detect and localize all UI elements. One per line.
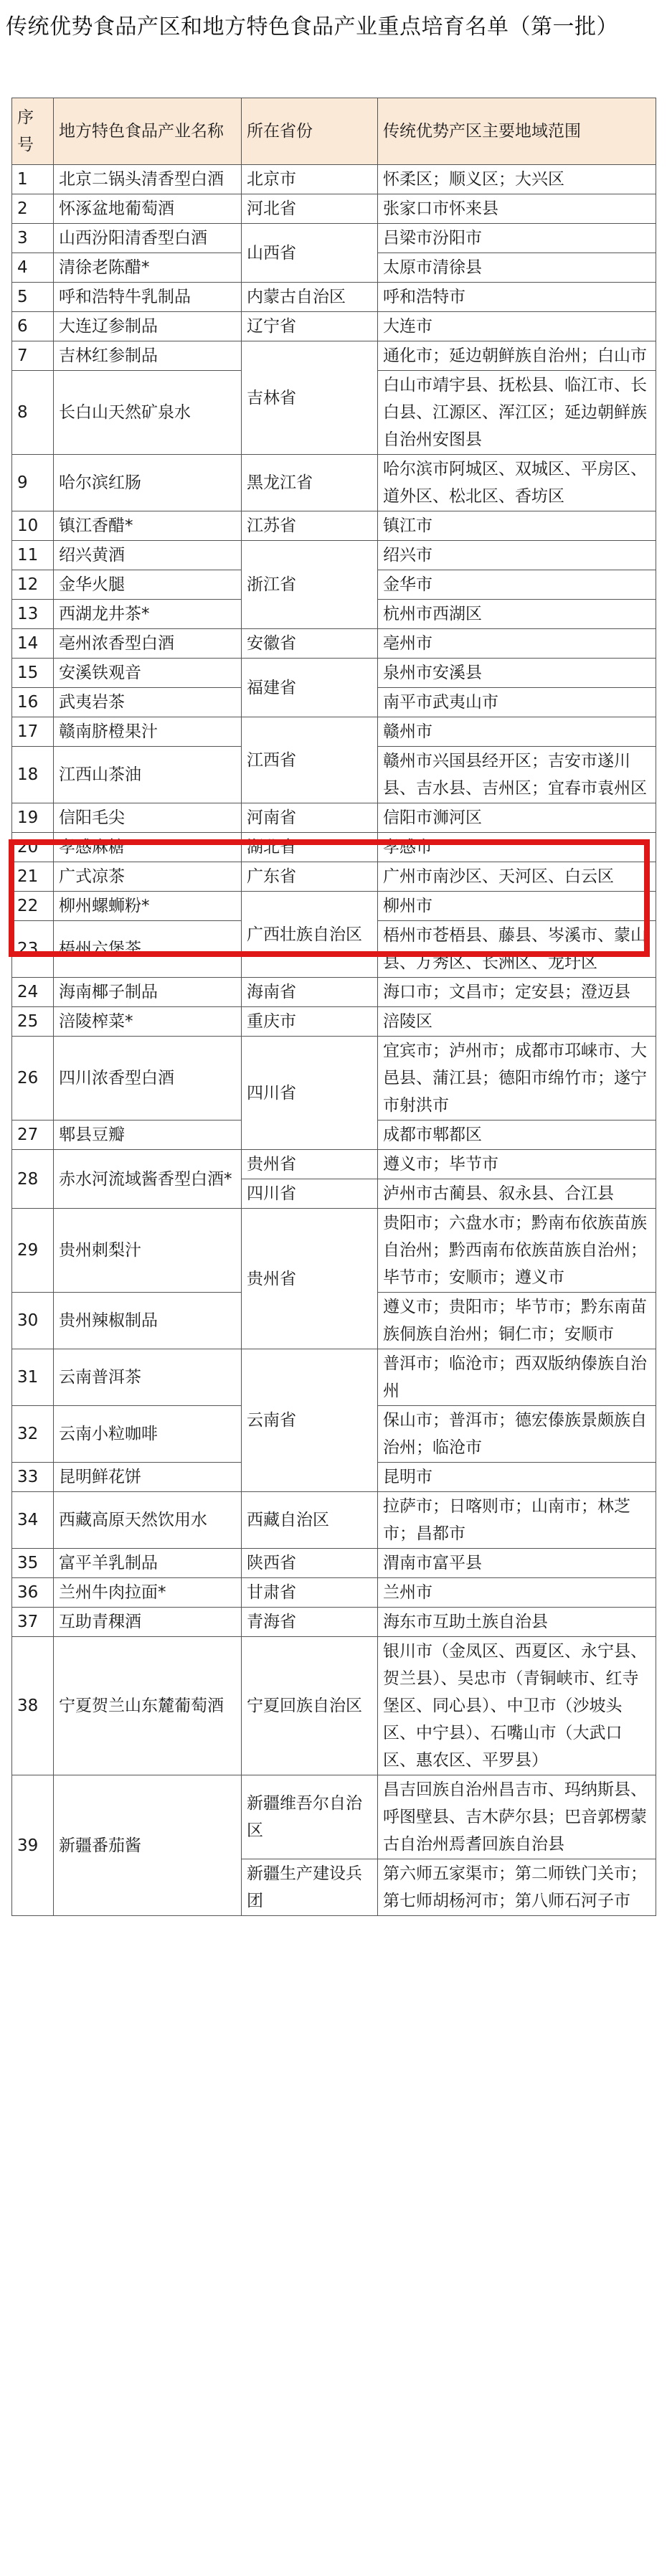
row-product: 清徐老陈醋* bbox=[54, 253, 242, 283]
table-row bbox=[12, 283, 656, 312]
row-region: 怀柔区；顺义区；大兴区 bbox=[378, 165, 656, 194]
table-row bbox=[12, 224, 656, 253]
row-product: 西藏高原天然饮用水 bbox=[54, 1492, 242, 1549]
row-region: 银川市（金凤区、西夏区、永宁县、贺兰县）、吴忠市（青铜峡市、红寺堡区、同心县）、中卫市（沙坡头区、中宁县）、石嘴山市（大武口区、惠农区、平罗县） bbox=[378, 1637, 656, 1775]
row-product: 云南小粒咖啡 bbox=[54, 1406, 242, 1463]
row-province: 安徽省 bbox=[242, 629, 378, 659]
row-region: 金华市 bbox=[378, 570, 656, 600]
row-index: 14 bbox=[12, 629, 54, 659]
table-header-row bbox=[12, 98, 656, 165]
row-index: 1 bbox=[12, 165, 54, 194]
row-index: 7 bbox=[12, 341, 54, 371]
row-product: 信阳毛尖 bbox=[54, 803, 242, 833]
row-index: 39 bbox=[12, 1775, 54, 1916]
row-product: 西湖龙井茶* bbox=[54, 600, 242, 629]
row-region: 泉州市安溪县 bbox=[378, 659, 656, 688]
row-province: 青海省 bbox=[242, 1608, 378, 1637]
row-index: 30 bbox=[12, 1293, 54, 1349]
row-index: 26 bbox=[12, 1037, 54, 1120]
row-index: 19 bbox=[12, 803, 54, 833]
row-province: 新疆维吾尔自治区 bbox=[242, 1775, 378, 1859]
row-index: 21 bbox=[12, 862, 54, 892]
row-province: 四川省 bbox=[242, 1179, 378, 1209]
row-product: 宁夏贺兰山东麓葡萄酒 bbox=[54, 1637, 242, 1775]
row-region: 南平市武夷山市 bbox=[378, 688, 656, 717]
table-row bbox=[12, 892, 656, 921]
row-province: 河南省 bbox=[242, 803, 378, 833]
row-province: 广东省 bbox=[242, 862, 378, 892]
table-row bbox=[12, 833, 656, 862]
row-product: 绍兴黄酒 bbox=[54, 541, 242, 570]
row-region: 海口市；文昌市；定安县；澄迈县 bbox=[378, 978, 656, 1007]
row-region: 昌吉回族自治州昌吉市、玛纳斯县、呼图壁县、吉木萨尔县；巴音郭楞蒙古自治州焉耆回族自治县 bbox=[378, 1775, 656, 1859]
row-product: 武夷岩茶 bbox=[54, 688, 242, 717]
row-product: 涪陵榨菜* bbox=[54, 1007, 242, 1037]
table-row bbox=[12, 1608, 656, 1637]
row-index: 18 bbox=[12, 747, 54, 803]
row-region: 保山市；普洱市；德宏傣族景颇族自治州；临沧市 bbox=[378, 1406, 656, 1463]
row-product: 海南椰子制品 bbox=[54, 978, 242, 1007]
row-province: 甘肃省 bbox=[242, 1578, 378, 1608]
row-product: 赣南脐橙果汁 bbox=[54, 717, 242, 747]
row-province: 西藏自治区 bbox=[242, 1492, 378, 1549]
row-region: 昆明市 bbox=[378, 1463, 656, 1492]
row-province: 内蒙古自治区 bbox=[242, 283, 378, 312]
row-region: 通化市；延边朝鲜族自治州；白山市 bbox=[378, 341, 656, 371]
row-product: 哈尔滨红肠 bbox=[54, 455, 242, 511]
table-row bbox=[12, 978, 656, 1007]
table-row bbox=[12, 194, 656, 224]
row-region: 兰州市 bbox=[378, 1578, 656, 1608]
row-index: 29 bbox=[12, 1209, 54, 1293]
row-region: 宜宾市；泸州市；成都市邛崃市、大邑县、蒲江县；德阳市绵竹市；遂宁市射洪市 bbox=[378, 1037, 656, 1120]
table-row bbox=[12, 1037, 656, 1120]
row-index: 9 bbox=[12, 455, 54, 511]
table-row bbox=[12, 1578, 656, 1608]
row-province: 浙江省 bbox=[242, 541, 378, 629]
row-product: 吉林红参制品 bbox=[54, 341, 242, 371]
table-row bbox=[12, 1150, 656, 1179]
row-index: 36 bbox=[12, 1578, 54, 1608]
row-region: 第六师五家渠市；第二师铁门关市；第七师胡杨河市；第八师石河子市 bbox=[378, 1859, 656, 1916]
row-product: 呼和浩特牛乳制品 bbox=[54, 283, 242, 312]
row-region: 赣州市 bbox=[378, 717, 656, 747]
row-product: 互助青稞酒 bbox=[54, 1608, 242, 1637]
row-product: 北京二锅头清香型白酒 bbox=[54, 165, 242, 194]
table-row bbox=[12, 862, 656, 892]
row-province: 云南省 bbox=[242, 1349, 378, 1492]
row-index: 32 bbox=[12, 1406, 54, 1463]
row-province: 陕西省 bbox=[242, 1549, 378, 1578]
row-region: 绍兴市 bbox=[378, 541, 656, 570]
header-province: 所在省份 bbox=[242, 98, 378, 165]
row-index: 20 bbox=[12, 833, 54, 862]
row-region: 渭南市富平县 bbox=[378, 1549, 656, 1578]
row-index: 22 bbox=[12, 892, 54, 921]
row-product: 郫县豆瓣 bbox=[54, 1120, 242, 1150]
table-row bbox=[12, 1492, 656, 1549]
row-index: 2 bbox=[12, 194, 54, 224]
row-region: 吕梁市汾阳市 bbox=[378, 224, 656, 253]
row-index: 11 bbox=[12, 541, 54, 570]
row-region: 广州市南沙区、天河区、白云区 bbox=[378, 862, 656, 892]
row-index: 16 bbox=[12, 688, 54, 717]
row-region: 哈尔滨市阿城区、双城区、平房区、道外区、松北区、香坊区 bbox=[378, 455, 656, 511]
row-product: 安溪铁观音 bbox=[54, 659, 242, 688]
table-row bbox=[12, 1637, 656, 1775]
row-product: 山西汾阳清香型白酒 bbox=[54, 224, 242, 253]
row-product: 云南普洱茶 bbox=[54, 1349, 242, 1406]
table-row bbox=[12, 717, 656, 747]
row-province: 江苏省 bbox=[242, 511, 378, 541]
row-region: 遵义市；贵阳市；毕节市；黔东南苗族侗族自治州；铜仁市；安顺市 bbox=[378, 1293, 656, 1349]
header-product: 地方特色食品产业名称 bbox=[54, 98, 242, 165]
row-province: 新疆生产建设兵团 bbox=[242, 1859, 378, 1916]
header-index: 序号 bbox=[12, 98, 54, 165]
row-index: 12 bbox=[12, 570, 54, 600]
row-product: 怀涿盆地葡萄酒 bbox=[54, 194, 242, 224]
row-province: 贵州省 bbox=[242, 1150, 378, 1179]
row-product: 昆明鲜花饼 bbox=[54, 1463, 242, 1492]
row-index: 34 bbox=[12, 1492, 54, 1549]
row-index: 5 bbox=[12, 283, 54, 312]
row-region: 呼和浩特市 bbox=[378, 283, 656, 312]
table-row bbox=[12, 629, 656, 659]
table-row bbox=[12, 1349, 656, 1406]
row-product: 赤水河流域酱香型白酒* bbox=[54, 1150, 242, 1209]
row-index: 4 bbox=[12, 253, 54, 283]
row-index: 33 bbox=[12, 1463, 54, 1492]
row-index: 37 bbox=[12, 1608, 54, 1637]
table-row bbox=[12, 659, 656, 688]
header-region: 传统优势产区主要地域范围 bbox=[378, 98, 656, 165]
row-province: 山西省 bbox=[242, 224, 378, 283]
food-list-table bbox=[11, 98, 656, 1916]
row-index: 8 bbox=[12, 371, 54, 455]
row-region: 梧州市苍梧县、藤县、岑溪市、蒙山县、万秀区、长洲区、龙圩区 bbox=[378, 921, 656, 978]
row-region: 泸州市古蔺县、叙永县、合江县 bbox=[378, 1179, 656, 1209]
row-product: 新疆番茄酱 bbox=[54, 1775, 242, 1916]
row-region: 贵阳市；六盘水市；黔南布依族苗族自治州；黔西南布依族苗族自治州；毕节市；安顺市；遵义市 bbox=[378, 1209, 656, 1293]
table-row bbox=[12, 1775, 656, 1859]
row-index: 6 bbox=[12, 312, 54, 341]
row-product: 江西山茶油 bbox=[54, 747, 242, 803]
row-region: 普洱市；临沧市；西双版纳傣族自治州 bbox=[378, 1349, 656, 1406]
row-index: 31 bbox=[12, 1349, 54, 1406]
row-index: 27 bbox=[12, 1120, 54, 1150]
row-region: 亳州市 bbox=[378, 629, 656, 659]
row-province: 贵州省 bbox=[242, 1209, 378, 1349]
row-product: 柳州螺蛳粉* bbox=[54, 892, 242, 921]
row-region: 张家口市怀来县 bbox=[378, 194, 656, 224]
table-row bbox=[12, 341, 656, 371]
row-region: 孝感市 bbox=[378, 833, 656, 862]
row-product: 贵州辣椒制品 bbox=[54, 1293, 242, 1349]
row-province: 北京市 bbox=[242, 165, 378, 194]
row-province: 四川省 bbox=[242, 1037, 378, 1150]
row-region: 海东市互助土族自治县 bbox=[378, 1608, 656, 1637]
row-index: 13 bbox=[12, 600, 54, 629]
row-index: 38 bbox=[12, 1637, 54, 1775]
row-region: 太原市清徐县 bbox=[378, 253, 656, 283]
row-province: 辽宁省 bbox=[242, 312, 378, 341]
row-index: 15 bbox=[12, 659, 54, 688]
row-province: 黑龙江省 bbox=[242, 455, 378, 511]
page-title: 传统优势食品产区和地方特色食品产业重点培育名单（第一批） bbox=[6, 14, 618, 39]
row-product: 镇江香醋* bbox=[54, 511, 242, 541]
row-province: 重庆市 bbox=[242, 1007, 378, 1037]
table-row bbox=[12, 1209, 656, 1293]
row-index: 17 bbox=[12, 717, 54, 747]
row-region: 杭州市西湖区 bbox=[378, 600, 656, 629]
row-product: 富平羊乳制品 bbox=[54, 1549, 242, 1578]
row-region: 遵义市；毕节市 bbox=[378, 1150, 656, 1179]
row-province: 江西省 bbox=[242, 717, 378, 803]
row-index: 28 bbox=[12, 1150, 54, 1209]
row-product: 贵州刺梨汁 bbox=[54, 1209, 242, 1293]
row-index: 35 bbox=[12, 1549, 54, 1578]
row-province: 吉林省 bbox=[242, 341, 378, 455]
row-index: 10 bbox=[12, 511, 54, 541]
row-region: 白山市靖宇县、抚松县、临江市、长白县、江源区、浑江区；延边朝鲜族自治州安图县 bbox=[378, 371, 656, 455]
row-region: 信阳市浉河区 bbox=[378, 803, 656, 833]
row-index: 3 bbox=[12, 224, 54, 253]
row-product: 兰州牛肉拉面* bbox=[54, 1578, 242, 1608]
row-product: 大连辽参制品 bbox=[54, 312, 242, 341]
row-region: 柳州市 bbox=[378, 892, 656, 921]
row-region: 镇江市 bbox=[378, 511, 656, 541]
table-row bbox=[12, 511, 656, 541]
row-index: 23 bbox=[12, 921, 54, 978]
table-row bbox=[12, 312, 656, 341]
table-row bbox=[12, 803, 656, 833]
row-region: 赣州市兴国县经开区；吉安市遂川县、吉水县、吉州区；宜春市袁州区 bbox=[378, 747, 656, 803]
row-product: 孝感麻糖 bbox=[54, 833, 242, 862]
table-row bbox=[12, 165, 656, 194]
row-province: 宁夏回族自治区 bbox=[242, 1637, 378, 1775]
table-row bbox=[12, 455, 656, 511]
row-province: 湖北省 bbox=[242, 833, 378, 862]
table-row bbox=[12, 1549, 656, 1578]
row-province: 河北省 bbox=[242, 194, 378, 224]
row-region: 成都市郫都区 bbox=[378, 1120, 656, 1150]
table-row bbox=[12, 541, 656, 570]
row-province: 广西壮族自治区 bbox=[242, 892, 378, 978]
row-product: 广式凉茶 bbox=[54, 862, 242, 892]
row-product: 梧州六堡茶 bbox=[54, 921, 242, 978]
row-index: 24 bbox=[12, 978, 54, 1007]
row-province: 海南省 bbox=[242, 978, 378, 1007]
row-province: 福建省 bbox=[242, 659, 378, 717]
row-product: 长白山天然矿泉水 bbox=[54, 371, 242, 455]
table-row bbox=[12, 1007, 656, 1037]
row-product: 四川浓香型白酒 bbox=[54, 1037, 242, 1120]
row-index: 25 bbox=[12, 1007, 54, 1037]
row-region: 大连市 bbox=[378, 312, 656, 341]
row-product: 亳州浓香型白酒 bbox=[54, 629, 242, 659]
row-region: 涪陵区 bbox=[378, 1007, 656, 1037]
row-product: 金华火腿 bbox=[54, 570, 242, 600]
row-region: 拉萨市；日喀则市；山南市；林芝市；昌都市 bbox=[378, 1492, 656, 1549]
